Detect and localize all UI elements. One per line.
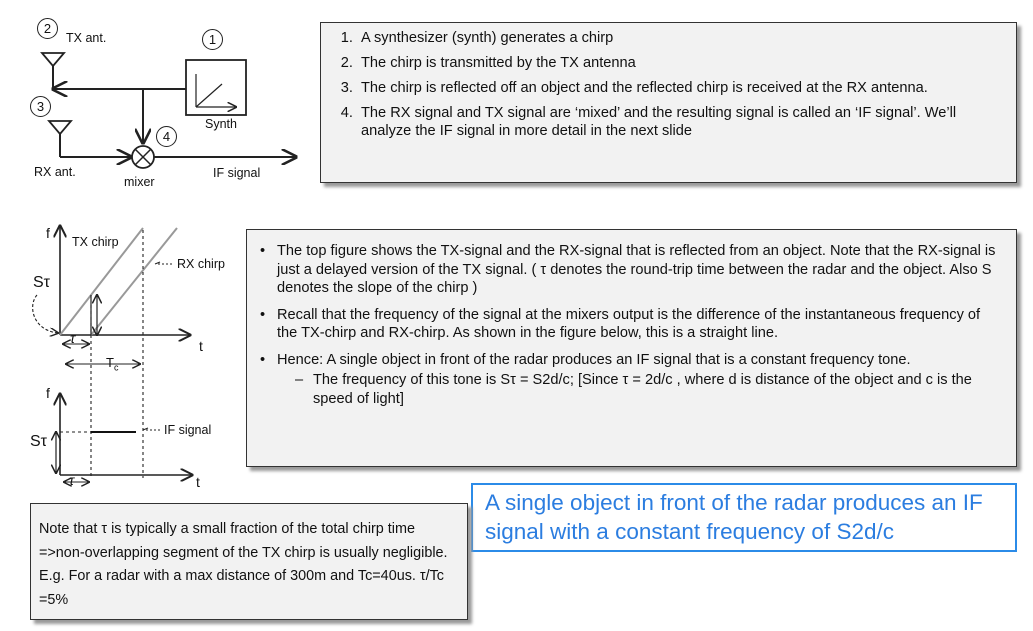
if-x-axis-label: t — [196, 474, 200, 490]
explanation-bullet-2: • Recall that the frequency of the signal at the mixers output is the difference of the instantaneous frequency of the TX-chirp and RX-chirp. As shown in the figure below, this is a straight line. — [277, 306, 1002, 343]
tc-label: $T_c$ — [106, 355, 119, 373]
tx-chirp-label: TX chirp — [72, 235, 119, 249]
if-signal-label: IF signal — [213, 166, 261, 180]
tau-label: τ — [70, 330, 76, 346]
step-3: 3. The chirp is reflected off an object and the reflected chirp is received at the RX antenna. — [357, 79, 1002, 97]
mixer-label: mixer — [124, 175, 155, 189]
rx-chirp-label: RX chirp — [177, 257, 225, 271]
if-s-tau-label: Sτ — [30, 433, 47, 450]
note-box: Note that τ is typically a small fraction of the total chirp time =>non-overlapping segment of the TX chirp is usually negligible. E.g. For a radar with a max distance of 300m and Tc=40us. τ/Tc =5% — [30, 503, 468, 620]
explanation-sub-bullet: – The frequency of this tone is Sτ = S2d/c; [Since τ = 2d/c , where d is distance of the object and c is the speed of light] — [313, 371, 1002, 408]
tx-antenna-icon — [42, 53, 64, 66]
tx-ant-label: TX ant. — [66, 31, 107, 45]
rx-antenna-icon — [49, 121, 71, 134]
explanation-box — [246, 229, 1017, 467]
step-marker-2: 2 — [37, 18, 58, 39]
steps-list — [331, 29, 1002, 140]
chirp-x-axis-label: t — [199, 338, 203, 354]
step-marker-4: 4 — [156, 126, 177, 147]
step-marker-1: 1 — [202, 29, 223, 50]
if-y-axis-label: f — [46, 385, 50, 401]
explanation-bullet-1: • The top figure shows the TX-signal and the RX-signal that is reflected from an object. Note that the RX-signal is just a delayed version of the TX signal. ( τ denotes the round-trip time between the radar and the object. Also S denotes the slope of the chirp ) — [277, 242, 1002, 298]
callout-box: A single object in front of the radar produces an IF signal with a constant frequency of S2d/c — [471, 483, 1017, 552]
rx-ant-label: RX ant. — [34, 165, 76, 179]
step-marker-3: 3 — [30, 96, 51, 117]
steps-box — [320, 22, 1017, 183]
step-1: 1. A synthesizer (synth) generates a chirp — [357, 29, 1002, 47]
chirp-y-axis-label: f — [46, 225, 50, 241]
if-plot-signal-label: IF signal — [164, 423, 212, 437]
s-tau-label: Sτ — [33, 274, 50, 291]
if-tau-label: τ — [69, 472, 75, 488]
synth-label: Synth — [205, 117, 237, 131]
step-4: 4. The RX signal and TX signal are ‘mixed’ and the resulting signal is called an ‘IF signal’. We’ll analyze the IF signal in more detail in the next slide — [357, 104, 1002, 140]
step-2: 2. The chirp is transmitted by the TX antenna — [357, 54, 1002, 72]
explanation-bullet-3: • Hence: A single object in front of the radar produces an IF signal that is a constant frequency tone. – The frequency of this tone is Sτ = S2d/c; [Since τ = 2d/c , where d is distance of the object and c is the speed of light] — [277, 351, 1002, 409]
